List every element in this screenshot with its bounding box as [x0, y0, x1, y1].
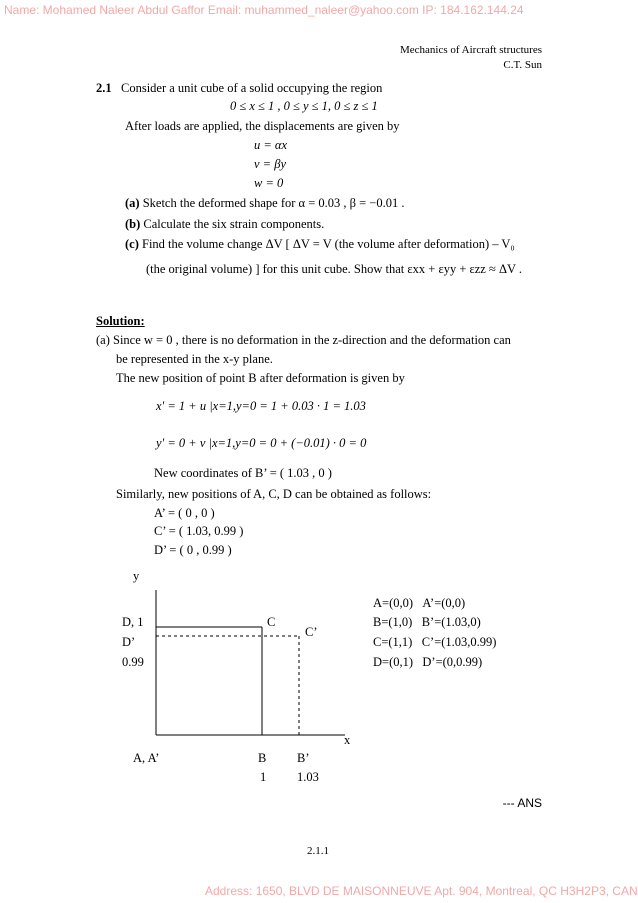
- label-0-99: 0.99: [122, 655, 144, 669]
- coordinate-d-prime: D’ = ( 0 , 0.99 ): [154, 543, 232, 557]
- solution-a-line2: be represented in the x-y plane.: [116, 352, 273, 366]
- solution-a-line3: The new position of point B after deformation is given by: [116, 371, 405, 385]
- part-c-text: Find the volume change ΔV [ ΔV = V (the volume after deformation) – V₀: [138, 237, 515, 251]
- equation-v: v = βy: [254, 157, 287, 171]
- label-c: C: [267, 615, 276, 629]
- equation-y-prime: y' = 0 + v |x=1,y=0 = 0 + (−0.01) · 0 = 0: [156, 436, 367, 450]
- similarly-text: Similarly, new positions of A, C, D can be obtained as follows:: [116, 487, 432, 501]
- label-b-prime: B’: [297, 751, 310, 765]
- coordinate-a-prime: A’ = ( 0 , 0 ): [154, 506, 215, 520]
- label-a-a-prime: A, A’: [133, 751, 160, 765]
- watermark-top: Name: Mohamed Naleer Abdul Gaffor Email: muhammed_naleer@yahoo.com IP: 184.162.144.24: [4, 3, 524, 17]
- part-a-text: Sketch the deformed shape for α = 0.03 , β = −0.01 .: [139, 196, 405, 210]
- label-c-prime: C’: [305, 625, 318, 639]
- problem-number: 2.1: [96, 81, 112, 95]
- equation-x-prime: x' = 1 + u |x=1,y=0 = 1 + 0.03 · 1 = 1.03: [156, 399, 366, 413]
- label-b: B: [258, 751, 267, 765]
- coord-row: C=(1,1) C’=(1.03,0.99): [373, 635, 497, 649]
- coord-row: A=(0,0) A’=(0,0): [373, 596, 466, 610]
- part-c-continued: (the original volume) ] for this unit cube. Show that εxx + εyy + εzz ≈ ΔV .: [146, 262, 523, 276]
- problem-text: Consider a unit cube of a solid occupying the region: [121, 81, 383, 95]
- label-d-prime: D’: [122, 635, 136, 649]
- new-coordinates-b: New coordinates of B’ = ( 1.03 , 0 ): [154, 466, 332, 480]
- coord-row: D=(0,1) D’=(0,0.99): [373, 655, 483, 669]
- equation-u: u = αx: [254, 138, 288, 152]
- label-d-1: D, 1: [122, 615, 144, 629]
- region-equation: 0 ≤ x ≤ 1 , 0 ≤ y ≤ 1, 0 ≤ z ≤ 1: [230, 99, 378, 113]
- label-1-03: 1.03: [297, 770, 319, 784]
- after-loads-text: After loads are applied, the displacements are given by: [125, 119, 400, 133]
- x-axis-label: x: [344, 733, 351, 747]
- y-axis-label: y: [133, 569, 140, 583]
- watermark-bottom: Address: 1650, BLVD DE MAISONNEUVE Apt. 904, Montreal, QC H3H2P3, CAN: [205, 884, 638, 898]
- coord-row: B=(1,0) B’=(1.03,0): [373, 615, 481, 629]
- part-b-label: (b): [125, 217, 141, 231]
- header-book-title: Mechanics of Aircraft structures: [399, 44, 542, 56]
- answer-marker: --- ANS: [502, 796, 542, 810]
- solution-heading: Solution:: [96, 314, 145, 328]
- coordinate-c-prime: C’ = ( 1.03, 0.99 ): [154, 524, 244, 538]
- part-b-text: Calculate the six strain components.: [140, 217, 325, 231]
- part-a-label: (a): [125, 196, 140, 210]
- header-author: C.T. Sun: [503, 59, 542, 71]
- page-number: 2.1.1: [307, 845, 329, 857]
- label-1: 1: [260, 770, 267, 784]
- solution-a-line1: (a) Since w = 0 , there is no deformation in the z-direction and the deformation can: [96, 333, 511, 347]
- equation-w: w = 0: [254, 176, 284, 190]
- part-c-label: (c): [125, 237, 139, 251]
